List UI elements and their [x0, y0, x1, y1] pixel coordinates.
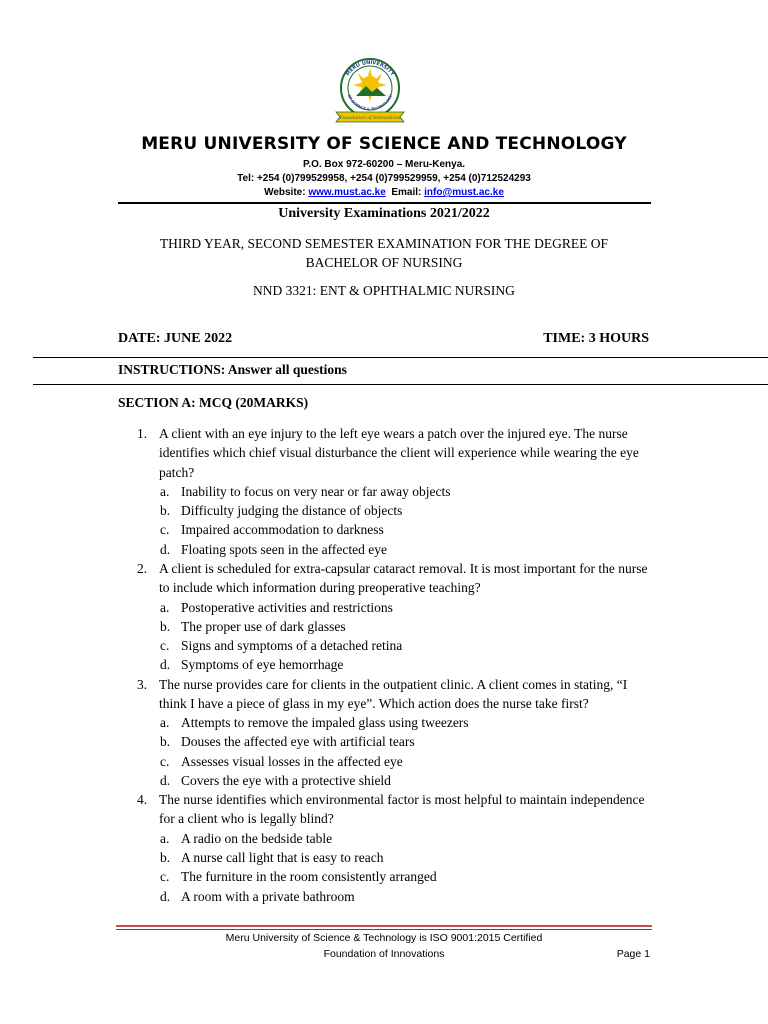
option-3c: c. Assesses visual losses in the affected eye — [160, 754, 403, 769]
question-number: 4. — [137, 792, 148, 807]
instructions-label: INSTRUCTIONS: — [118, 362, 226, 377]
question-text: The nurse provides care for clients in the outpatient clinic. A client comes in stating, “I think I have a piece of glass in my eye”. Which action does the nurse take first? — [159, 677, 628, 712]
instructions-text: Answer all questions — [225, 362, 347, 377]
section-heading: SECTION A: MCQ (20MARKS) — [118, 395, 309, 410]
svg-text:Foundation of Innovations: Foundation of Innovations — [339, 116, 401, 121]
contact-line — [0, 187, 768, 198]
website-link[interactable]: www.must.ac.ke — [308, 187, 386, 198]
option-2b: b. The proper use of dark glasses — [160, 619, 346, 634]
telephone: Tel: +254 (0)799529958, +254 (0)799529959, +254 (0)712524293 — [237, 173, 531, 184]
question-1 — [137, 424, 657, 482]
option-1b: b. Difficulty judging the distance of objects — [160, 503, 403, 518]
question-3 — [137, 675, 657, 714]
option-4c: c. The furniture in the room consistently arranged — [160, 869, 437, 884]
email-label: Email: — [391, 187, 425, 198]
question-text: The nurse identifies which environmental factor is most helpful to maintain independence for a client who is legally blind? — [159, 792, 645, 827]
option-1d: d. Floating spots seen in the affected eye — [160, 542, 387, 557]
option-3d: d. Covers the eye with a protective shield — [160, 773, 391, 788]
option-4d: d. A room with a private bathroom — [160, 889, 355, 904]
question-number: 2. — [137, 561, 148, 576]
question-text: A client with an eye injury to the left eye wears a patch over the injured eye. The nurse identifies which chief visual disturbance the client will experience while wearing the eye patch? — [159, 426, 639, 480]
course-title: NND 3321: ENT & OPHTHALMIC NURSING — [253, 283, 515, 298]
website-label: Website: — [264, 187, 309, 198]
question-number: 1. — [137, 426, 148, 441]
svg-text:OF SCIENCE & TECHNOLOGY: OF SCIENCE & TECHNOLOGY — [346, 94, 394, 112]
exam-session: University Examinations 2021/2022 — [278, 206, 490, 221]
exam-date: DATE: JUNE 2022 — [118, 331, 233, 346]
email-link[interactable]: info@must.ac.ke — [424, 187, 504, 198]
exam-title-line2: BACHELOR OF NURSING — [305, 255, 463, 270]
question-number: 3. — [137, 677, 148, 692]
exam-time: TIME: 3 HOURS — [543, 331, 649, 346]
svg-text:MERU UNIVERSITY: MERU UNIVERSITY — [344, 59, 396, 78]
question-text: A client is scheduled for extra-capsular cataract removal. It is most important for the nurse to include which information during preoperative teaching? — [159, 561, 648, 596]
option-1c: c. Impaired accommodation to darkness — [160, 522, 384, 537]
option-3a: a. Attempts to remove the impaled glass using tweezers — [160, 715, 469, 730]
option-1a: a. Inability to focus on very near or far away objects — [160, 484, 451, 499]
university-name: MERU UNIVERSITY OF SCIENCE AND TECHNOLOGY — [141, 134, 627, 154]
option-3b: b. Douses the affected eye with artificial tears — [160, 734, 415, 749]
header-divider — [118, 202, 651, 204]
option-2d: d. Symptoms of eye hemorrhage — [160, 657, 344, 672]
divider-top — [33, 357, 768, 358]
option-2a: a. Postoperative activities and restrictions — [160, 600, 393, 615]
instructions — [118, 362, 347, 378]
po-box: P.O. Box 972-60200 – Meru-Kenya. — [302, 159, 466, 170]
option-2c: c. Signs and symptoms of a detached retina — [160, 638, 403, 653]
footer-divider — [116, 925, 652, 927]
university-logo — [330, 52, 410, 124]
footer-tagline: Foundation of Innovations — [323, 948, 445, 960]
question-4 — [137, 790, 657, 829]
option-4a: a. A radio on the bedside table — [160, 831, 333, 846]
exam-title-line1: THIRD YEAR, SECOND SEMESTER EXAMINATION FOR THE DEGREE OF — [159, 236, 609, 251]
question-2 — [137, 559, 657, 598]
divider-bottom — [33, 384, 768, 385]
footer-divider-thin — [116, 929, 652, 930]
page-number: Page 1 — [616, 948, 650, 960]
footer-certification: Meru University of Science & Technology is ISO 9001:2015 Certified — [225, 932, 543, 944]
option-4b: b. A nurse call light that is easy to reach — [160, 850, 384, 865]
